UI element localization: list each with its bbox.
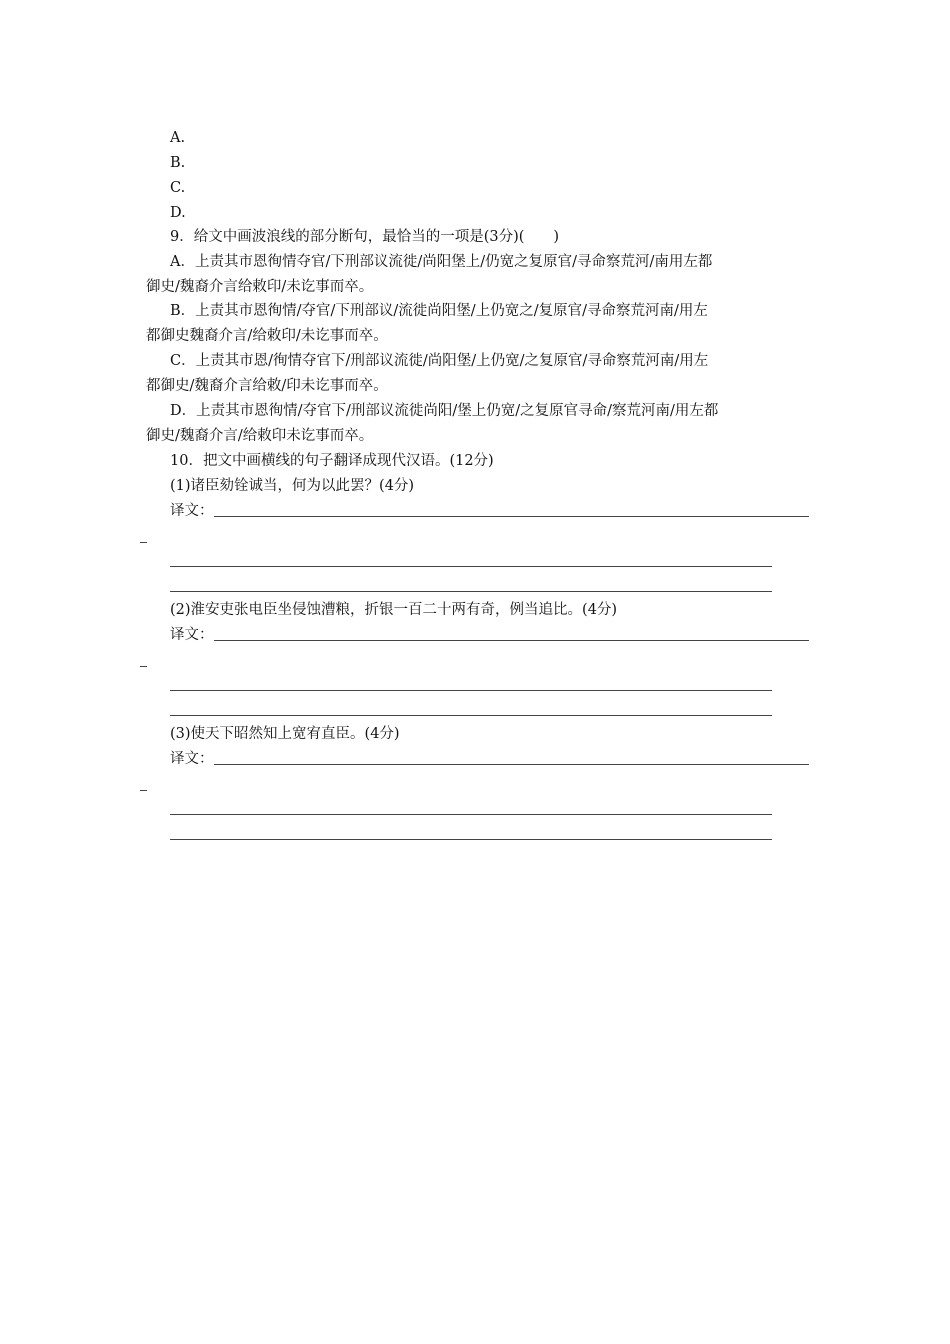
- answer-line[interactable]: [214, 640, 809, 641]
- answer-line[interactable]: [170, 839, 772, 840]
- answer-line[interactable]: [170, 814, 772, 815]
- dash-mark: [140, 542, 147, 543]
- answer-line[interactable]: [214, 764, 809, 765]
- q9-option-b-line2: 都御史魏裔介言/给敕印/未讫事而卒。: [146, 328, 388, 344]
- dash-mark: [140, 666, 147, 667]
- answer-line[interactable]: [170, 715, 772, 716]
- q10-item-2: (2)淮安吏张电臣坐侵蚀漕粮，折银一百二十两有奇，例当追比。(4分): [170, 602, 618, 618]
- q9-option-a-line2: 御史/魏裔介言给敕印/未讫事而卒。: [146, 279, 374, 295]
- q9-option-d-line2: 御史/魏裔介言/给敕印未讫事而卒。: [146, 428, 374, 444]
- answer-line[interactable]: [170, 690, 772, 691]
- answer-line[interactable]: [214, 516, 809, 517]
- q8-option-c: C.: [170, 180, 186, 196]
- answer-label: 译文：: [170, 627, 214, 643]
- answer-label: 译文：: [170, 503, 214, 519]
- q9-option-a-line1: A．上责其市恩徇情夺官/下刑部议流徙/尚阳堡上/仍宽之复原官/寻命察荒河/南用左都: [170, 254, 713, 270]
- q10-item-3-answer-row[interactable]: [170, 749, 809, 769]
- q10-item-3: (3)使天下昭然知上宽宥直臣。(4分): [170, 726, 400, 742]
- q10-item-2-answer-row[interactable]: [170, 625, 809, 645]
- q10-stem: 10．把文中画横线的句子翻译成现代汉语。(12分): [170, 453, 494, 469]
- q9-option-b-line1: B．上责其市恩徇情/夺官/下刑部议/流徙尚阳堡/上仍宽之/复原官/寻命察荒河南/用左: [170, 303, 708, 319]
- q10-item-1-answer-row[interactable]: [170, 501, 809, 521]
- q9-stem: 9．给文中画波浪线的部分断句，最恰当的一项是(3分)( ): [170, 229, 560, 245]
- q8-option-d: D.: [170, 205, 186, 221]
- dash-mark: [140, 790, 147, 791]
- answer-label: 译文：: [170, 751, 214, 767]
- q8-option-a: A.: [170, 130, 186, 146]
- q8-option-b: B.: [170, 155, 186, 171]
- q9-option-c-line2: 都御史/魏裔介言给敕/印未讫事而卒。: [146, 378, 388, 394]
- q10-item-1: (1)诸臣劾铨诚当，何为以此罢？(4分): [170, 478, 415, 494]
- answer-line[interactable]: [170, 591, 772, 592]
- answer-line[interactable]: [170, 566, 772, 567]
- q9-option-d-line1: D．上责其市恩徇情/夺官下/刑部议流徙尚阳/堡上仍宽/之复原官寻命/察荒河南/用左都: [170, 403, 719, 419]
- q9-option-c-line1: C．上责其市恩/徇情夺官下/刑部议流徙/尚阳堡/上仍宽/之复原官/寻命察荒河南/用左: [170, 353, 709, 369]
